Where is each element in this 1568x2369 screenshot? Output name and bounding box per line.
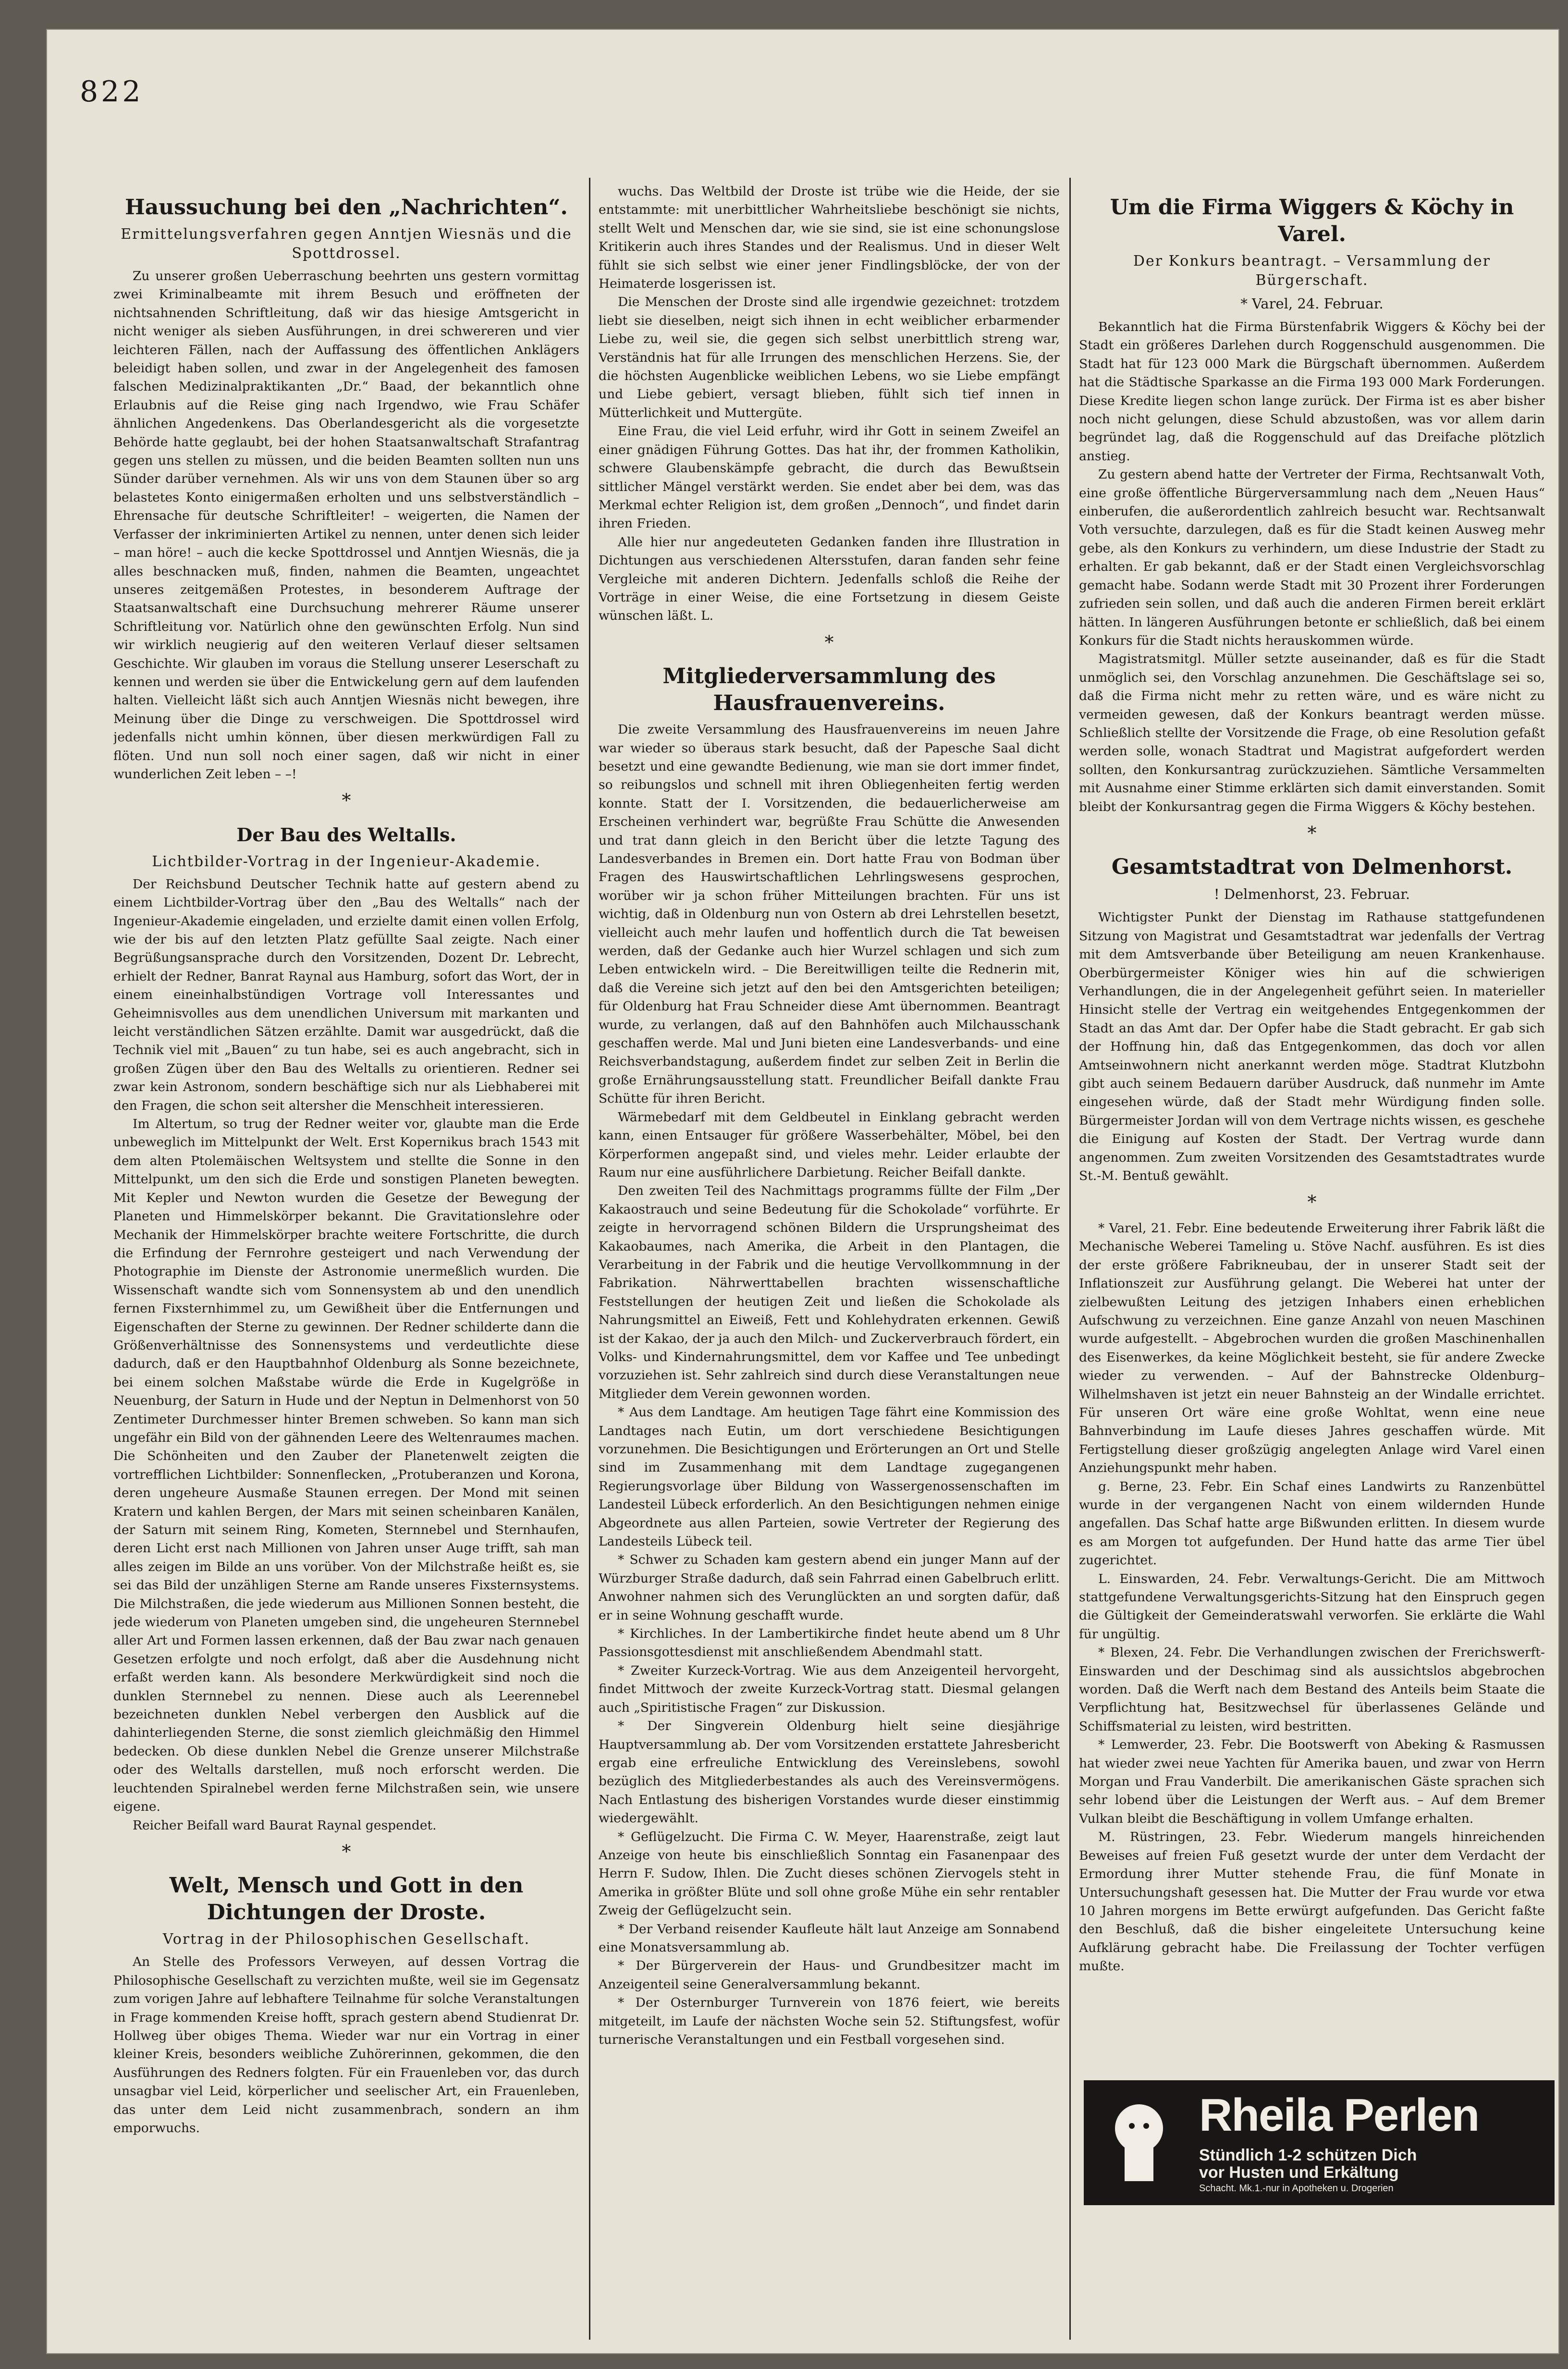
article-subhead: Der Konkurs beantragt. – Versammlung der Bürgerschaft.: [1133, 253, 1491, 289]
article-paragraph: Bekanntlich hat die Firma Bürstenfabrik Wiggers & Köchy bei der Stadt ein größeres Darlehen durch Roggenschuld ausgenommen. Die Stadt hat für 123 000 Mark die Bürgschaft übernommen. Außerdem hat die Städtische Sparkasse an die Firma 193 000 Mark Forderungen. Diese Kredite liegen schon lange zurück. Der Firma ist es aber bisher noch nicht gelungen, diese Schuld abzustoßen, was vor allem darin begründet lag, daß die Roggenschuld auf das Dreifache plötzlich anstieg.: [1079, 319, 1545, 464]
article-paragraph: M. Rüstringen, 23. Febr. Wiederum mangels hinreichenden Beweises auf freien Fuß gesetzt wurde der unter dem Verdacht der Ermordung ihrer Mutter stehende Frau, die fünf Monate in Untersuchungshaft gesessen hat. Die Mutter der Frau wurde vor etwa 10 Jahren morgens im Bette erwürgt aufgefunden. Das Gericht faßte den Beschluß, daß die bisher eingeleitete Untersuchung keine Aufklärung gebracht habe. Die Freilassung der Tochter verfügen mußte.: [1079, 1829, 1545, 1974]
article-headline: Welt, Mensch und Gott in den Dichtungen der Droste.: [169, 1873, 524, 1925]
article-paragraph: An Stelle des Professors Verweyen, auf dessen Vortrag die Philosophische Gesellschaft zu verzichten mußte, weil sie im Gegensatz zum vorigen Jahre auf lebhaftere Teilnahme für solche Veranstaltungen in Frage kommenden Kreise hofft, sprach gestern abend Studienrat Dr. Hollweg über obiges Thema. Wieder war nur ein Vortrag in einer kleiner Kreis, besonders weibliche Zuhörerinnen, gekommen, die den Ausführungen des Redners folgten. Für ein Frauenleben vor, das durch unsagbar viel Leid, körperlicher und seelischer Art, ein Frauenleben, das unter dem Leid nicht zusammenbrach, sondern an ihm emporwuchs.: [113, 1954, 579, 2136]
article-paragraph: * Kirchliches. In der Lambertikirche findet heute abend um 8 Uhr Passionsgottesdienst mit anschließendem Abendmahl statt.: [599, 1626, 1060, 1660]
column-right: [1079, 183, 1545, 2056]
article-headline: Der Bau des Weltalls.: [236, 823, 456, 846]
advertisement-rheila-perlen: [1084, 2080, 1555, 2205]
article-paragraph: wuchs. Das Weltbild der Droste ist trübe wie die Heide, der sie entstammte: mit unerbittlicher Wahrheitsliebe beschönigt sie nichts, stellt Welt und Menschen dar, wie sie sind, sie ist eine schonungslose Kritikerin auch ihres Standes und der Realismus. Und in dieser Welt fühlt sie sich selbst wie einer jener Findlingsblöcke, der von der Heimaterde losgerissen ist.: [599, 184, 1060, 292]
article-paragraph: Der Reichsbund Deutscher Technik hatte auf gestern abend zu einem Lichtbilder-Vortrag über den „Bau des Weltalls“ nach der Ingenieur-Akademie eingeladen, und erzielte damit einen vollen Erfolg, wie der bis auf den letzten Platz gefüllte Saal zeigte. Nach einer Begrüßungsansprache durch den Vorsitzenden, Dozent Dr. Lebrecht, erhielt der Redner, Banrat Raynal aus Hamburg, sofort das Wort, der in einem eineinhalbstündigen Vortrage voll Interessantes und Geheimnisvolles aus dem unendlichen Universum mit markanten und leicht verständlichen Sätzen erzählte. Damit war ausgedrückt, daß die Technik viel mit „Bauen“ zu tun habe, sei es auch angebracht, sich in großen Zügen über den Bau des Weltalls zu orientieren. Redner sei zwar kein Astronom, sondern beschäftige sich nur als Liebhaberei mit den Fragen, die schon seit altersher die Menschheit interessieren.: [113, 876, 579, 1113]
article-paragraph: L. Einswarden, 24. Febr. Verwaltungs-Gericht. Die am Mittwoch stattgefundene Verwaltungsgerichts-Sitzung hat den Einspruch gegen die Gültigkeit der Gemeinderatswahl verworfen. Sie erklärte die Wahl für ungültig.: [1079, 1571, 1545, 1642]
article-paragraph: Zu unserer großen Ueberraschung beehrten uns gestern vormittag zwei Kriminalbeamte mit ihrem Besuch und eröffneten der nichtsahnenden Schriftleitung, daß wir das hiesige Amtsgericht in nicht weniger als sieben Ausführungen, in drei schwereren und vier leichteren Fällen, nach der Auffassung des öffentlichen Anklägers beleidigt haben sollen, und zwar in der Angelegenheit des famosen falschen Medizinalpraktikanten „Dr.“ Baad, der bekanntlich ohne Erlaubnis auf die Reise ging nach Irgendwo, wie Frau Schäfer ähnlichen Angedenkens. Das Oberlandesgericht als die vorgesetzte Behörde hatte geglaubt, bei der hohen Staatsanwaltschaft Strafantrag gegen uns stellen zu müssen, und die beiden Beamten sollten nun uns Sünder darüber vernehmen. Als wir uns von dem Staunen über so arg belastetes Konto einigermaßen erholten und uns selbstverständlich – Ehrensache für deutsche Schriftleiter! – weigerten, die Namen der Verfasser der inkriminierten Artikel zu nennen, unter denen sich leider – man höre! – auch die kecke Spottdrossel und Anntjen Wiesnäs, die ja alles beschnacken muß, finden, nahmen die Beamten, ungeachtet unseres zeitgemäßen Protestes, in besonderem Auftrage der Staatsanwaltschaft eine Durchsuchung mehrerer Räume unserer Schriftleitung vor. Natürlich ohne den gewünschten Erfolg. Nun sind wir wirklich neugierig auf den weiteren Verlauf dieser seltsamen Geschichte. Wir glauben im voraus die Stellung unserer Leserschaft zu kennen und werden sie über die Entwickelung gern auf dem laufenden halten. Vielleicht läßt sich auch Anntjen Wiesnäs nicht bewegen, ihre Meinung über die Dinge zu verschweigen. Die Spottdrossel wird jedenfalls nicht umhin können, über diesen merkwürdigen Fall zu flöten. Und nun soll noch einer sagen, daß wir nicht in einer wunderlichen Zeit leben – –!: [113, 269, 579, 782]
article-paragraph: * Der Verband reisender Kaufleute hält laut Anzeige am Sonnabend eine Monatsversammlung ab.: [599, 1921, 1060, 1955]
article-paragraph: * Zweiter Kurzeck-Vortrag. Wie aus dem Anzeigenteil hervorgeht, findet Mittwoch der zweite Kurzeck-Vortrag statt. Diesmal gelangen auch „Spiritistische Fragen“ zur Diskussion.: [599, 1663, 1060, 1715]
article-paragraph: g. Berne, 23. Febr. Ein Schaf eines Landwirts zu Ranzenbüttel wurde in der vergangenen Nacht von einem wildernden Hunde angefallen. Das Schaf hatte arge Bißwunden erlitten. In diesem wurde es am Morgen tot aufgefunden. Der Hund hatte das arme Tier übel zugerichtet.: [1079, 1479, 1545, 1568]
article-subhead: Lichtbilder-Vortrag in der Ingenieur-Akademie.: [152, 853, 541, 870]
section-separator: *: [824, 631, 834, 653]
article-paragraph: Die zweite Versammlung des Hausfrauenvereins im neuen Jahre war wieder so überaus stark besucht, daß der Papesche Saal dicht besetzt und eine gewandte Bedienung, wie man sie dort immer findet, so reibungslos und schnell mit ihren Obliegenheiten fertig werden konnte. Statt der I. Vorsitzenden, die bedauerlicherweise am Erscheinen verhindert war, begrüßte Frau Schütte die Anwesenden und trat dann gleich in den Bericht über die letzte Tagung des Landesverbandes in Bremen ein. Dort hatte Frau von Bodman über Fragen des Hauswirtschaftlichen Lehrlingswesens gesprochen, worüber wir ja schon früher Mitteilungen brachten. Für uns ist wichtig, daß in Oldenburg nun von Ostern ab drei Lehrstellen besetzt, vielleicht auch mehr laufen und hoffentlich durch die Tat beweisen werden, daß der Gedanke auch hier Wurzel schlagen und sich zum Leben entwickeln wird. – Die Bereitwilligen teilte die Rednerin mit, daß die Vereine sich jetzt auf den bei den Amtsgerichten beteiligen; für Oldenburg hat Frau Schneider diese Amt übernommen. Beantragt wurde, zu verlangen, daß auf den Bahnhöfen auch Milchausschank geschaffen werde. Mal und Juni bieten eine Landesverbands- und eine Reichsverbandstagung, außerdem findet zur selben Zeit in Berlin die große Ernährungsausstellung statt. Freundlicher Beifall dankte Frau Schütte für ihren Bericht.: [599, 722, 1060, 1106]
article-paragraph: Alle hier nur angedeuteten Gedanken fanden ihre Illustration in Dichtungen aus verschiedenen Altersstufen, daran fanden sehr feine Vergleiche mit anderen Dichtern. Jedenfalls schloß die Reihe der Vorträge in einer Weise, die eine Fortsetzung in diesem Geiste wünschen läßt. L.: [599, 534, 1060, 624]
article-subhead: Vortrag in der Philosophischen Gesellschaft.: [162, 1931, 530, 1948]
article-paragraph: * Lemwerder, 23. Febr. Die Bootswerft von Abeking & Rasmussen hat wieder zwei neue Yachten für Amerika bauen, und zwar von Herrn Morgan und Frau Vanderbilt. Die amerikanischen Gäste sprachen sich sehr lobend über die Leistungen der Werft aus. – Auf dem Bremer Vulkan bleibt die Beschäftigung in vollem Umfange erhalten.: [1079, 1737, 1545, 1826]
article-paragraph: * Der Singverein Oldenburg hielt seine diesjährige Hauptversammlung ab. Der vom Vorsitzenden erstattete Jahresbericht ergab eine erfreuliche Entwicklung des Vereinslebens, sowohl bezüglich des Mitgliederbestandes als auch des Vereinsvermögens. Nach Entlastung des bisherigen Vorstandes wurde dieser einstimmig wiedergewählt.: [599, 1718, 1060, 1826]
newspaper-page: [46, 29, 1559, 2354]
section-separator: *: [1307, 1191, 1317, 1213]
article-headline: Haussuchung bei den „Nachrichten“.: [125, 195, 568, 220]
article-dateline: ! Delmenhorst, 23. Februar.: [1213, 886, 1410, 903]
article-paragraph: Die Menschen der Droste sind alle irgendwie gezeichnet: trotzdem liebt sie dieselben, neigt sich ihnen in echt weiblicher erbarmender Liebe zu, weil sie, die gegen sich selbst unerbittlich streng war, Verständnis hat für alle Irrungen des menschlichen Herzens. Sie, der die höchsten Augenblicke weiblichen Lebens, wo sie Liebe empfängt und Liebe gebiert, versagt blieben, fühlt sich tief innen in Mütterlichkeit und Muttergüte.: [599, 295, 1060, 420]
article-paragraph: Eine Frau, die viel Leid erfuhr, wird ihr Gott in seinem Zweifel an einer gnädigen Führung Gottes. Das hat ihr, der frommen Katholikin, schwere Glaubenskämpfe gebracht, die durch das Bewußtsein sittlicher Mängel verstärkt werden. Sie endet aber bei dem, was das Merkmal echter Religion ist, dem großen „Dennoch“, und findet darin ihren Frieden.: [599, 424, 1060, 531]
article-paragraph: Wärmebedarf mit dem Geldbeutel in Einklang gebracht werden kann, einen Entsauger für größere Wasserbehälter, Möbel, bei den Körperformen angepaßt sind, und vieles mehr. Leider erlaubte der Raum nur eine ausführlichere Darbietung. Reicher Beifall dankte.: [599, 1109, 1060, 1180]
article-paragraph: Zu gestern abend hatte der Vertreter der Firma, Rechtsanwalt Voth, eine große öffentliche Bürgerversammlung nach dem „Neuen Haus“ einberufen, die außerordentlich zahlreich besucht war. Rechtsanwalt Voth versuchte, darzulegen, daß es für die Stadt keinen Ausweg mehr gebe, als den Konkurs zu verhindern, um diese Industrie der Stadt zu erhalten. Er gab bekannt, daß er der Stadt einen Vergleichsvorschlag gemacht habe. Sodann werde Stadt mit 30 Prozent ihrer Forderungen zufrieden sein sollen, und daß auch die anderen Firmen bereit erklärt hätten. In längeren Ausführungen betonte er schließlich, daß bei einem Konkurs für die Stadt nichts herauskommen würde.: [1079, 467, 1545, 648]
article-paragraph: * Schwer zu Schaden kam gestern abend ein junger Mann auf der Würzburger Straße dadurch, daß sein Fahrrad einen Gabelbruch erlitt. Anwohner nahmen sich des Verunglückten an und sorgten dafür, daß er in seine Wohnung geschafft wurde.: [599, 1552, 1060, 1623]
article-paragraph: * Der Osternburger Turnverein von 1876 feiert, wie bereits mitgeteilt, im Laufe der nächsten Woche sein 52. Stiftungsfest, wofür turnerische Veranstaltungen und ein Festball vorgesehen sind.: [599, 1995, 1060, 2047]
ad-line2: vor Husten und Erkältung: [1199, 2163, 1399, 2182]
article-subhead: Ermittelungsverfahren gegen Anntjen Wiesnäs und die Spottdrossel.: [121, 226, 572, 262]
article-headline: Gesamtstadtrat von Delmenhorst.: [1111, 855, 1513, 880]
ad-line3: Schacht. Mk.1.-nur in Apotheken u. Drogerien: [1199, 2183, 1394, 2194]
column-divider-2: [1069, 178, 1071, 2340]
article-paragraph: * Der Bürgerverein der Haus- und Grundbesitzer macht im Anzeigenteil seine Generalversammlung bekannt.: [599, 1958, 1060, 1992]
column-middle: [599, 183, 1060, 2325]
article-paragraph: Reicher Beifall ward Baurat Raynal gespendet.: [133, 1817, 437, 1833]
article-paragraph: * Varel, 21. Febr. Eine bedeutende Erweiterung ihrer Fabrik läßt die Mechanische Weberei Tameling u. Stöve Nachf. ausführen. Es ist dies der erste größere Fabrikneubau, der in unserer Stadt seit der Inflationszeit zur Ausführung gelangt. Die Weberei hat unter der zielbewußten Leitung des jetzigen Inhabers einen erheblichen Aufschwung zu verzeichnen. Eine ganze Anzahl von neuen Maschinen wurde aufgestellt. – Abgebrochen wurden die großen Maschinenhallen des Eisenwerkes, da keine Möglichkeit besteht, sie für andere Zwecke wieder zu verwenden. – Auf der Bahnstrecke Oldenburg–Wilhelmshaven ist jetzt ein neuer Bahnsteig an der Windalle errichtet. Für unseren Ort wäre eine große Wohltat, wenn eine neue Bahnverbindung im Laufe dieses Jahres geschaffen würde. Mit Fertigstellung dieser großzügig angelegten Anlage wird Varel einen Anziehungspunkt mehr haben.: [1079, 1220, 1545, 1476]
article-paragraph: Den zweiten Teil des Nachmittags programms füllte der Film „Der Kakaostrauch und seine Bedeutung für die Schokolade“ vorführte. Er zeigte in hervorragend schönen Bildern die Ursprungsheimat des Kakaobaumes, nach Amerika, die Arbeit in den Plantagen, die Verarbeitung in der Fabrik und die heutige Vervollkommnung in der Fabrikation. Nährwerttabellen brachten wissenschaftliche Feststellungen der heutigen Zeit und ließen die Schokolade als Nahrungsmittel an Eiweiß, Fett und Kohlehydraten erkennen. Gewiß ist der Kakao, der ja auch den Milch- und Zuckerverbrauch fördert, ein Volks- und Kindernahrungsmittel, dem vor Kaffee und Tee unbedingt vorzuziehen ist. Sehr zahlreich sind durch diese Veranstaltungen neue Mitglieder dem Verein gewonnen worden.: [599, 1183, 1060, 1401]
section-separator: *: [1307, 822, 1317, 844]
article-paragraph: * Blexen, 24. Febr. Die Verhandlungen zwischen der Frerichswerft-Einswarden und der Deschimag sind als aussichtslos abgebrochen worden. Daß die Werft nach dem Bestand des Anteils beim Staate die Verpflichtung hat, Besitzwechsel für überlassenes Gelände und Schiffsmaterial zu leisten, wird bestritten.: [1079, 1645, 1545, 1734]
article-paragraph: Wichtigster Punkt der Dienstag im Rathause stattgefundenen Sitzung von Magistrat und Gesamtstadtrat war jedenfalls der Vertrag mit dem Amtsverbande über Beteiligung am neuen Krankenhause. Oberbürgermeister Königer wies hin auf die schwierigen Verhandlungen, die in der Angelegenheit geführt seien. In materieller Hinsicht stelle der Vertrag ein weitgehendes Entgegenkommen der Stadt an das Amt dar. Der Opfer habe die Stadt gebracht. Er gab sich der Hoffnung hin, daß das Entgegenkommen, das doch vor allen Amtseinwohnern nicht anerkannt werden möge. Stadtrat Klutzbohn gibt auch seinem Bedauern darüber Ausdruck, daß nunmehr im Amte eingesehen würde, daß der Stadt mehr Würdigung finden solle. Bürgermeister Jordan will von dem Vertrage nichts wissen, es geschehe die Einigung auf Kosten der Stadt. Der Vertrag wurde dann angenommen. Zum zweiten Vorsitzenden des Gesamtstadtrates wurde St.-M. Bentuß gewählt.: [1079, 910, 1545, 1184]
article-paragraph: * Aus dem Landtage. Am heutigen Tage fährt eine Kommission des Landtages nach Eutin, um dort verschiedene Besichtigungen vorzunehmen. Die Besichtigungen und Erörterungen an Ort und Stelle sind im Zusammenhang mit dem Landtage zugegangenen Regierungsvorlage über Bildung von Wassergenossenschaften im Landesteil Lübeck erforderlich. An den Besichtigungen nehmen einige Abgeordnete aus allen Parteien, sowie Vertreter der Regierung des Landesteils Lübeck teil.: [599, 1405, 1060, 1549]
article-paragraph: Im Altertum, so trug der Redner weiter vor, glaubte man die Erde unbeweglich im Mittelpunkt der Welt. Erst Kopernikus brach 1543 mit dem alten Ptolemäischen Weltsystem und stellte die Sonne in den Mittelpunkt, um den sich die Erde und sonstigen Planeten bewegten. Mit Kepler und Newton wurden die Gesetze der Bewegung der Planeten und Himmelskörper bekannt. Die Gravitationslehre oder Mechanik der Himmelskörper brachte weitere Fortschritte, die durch die Erfindung der Fernrohre gesteigert und nach Verwendung der Photographie im Dienste der Astronomie unermeßlich wurden. Die Wissenschaft wandte sich vom Sonnensystem ab und den unendlich fernen Fixsternhimmel zu, um Gewißheit über die Entfernungen und Eigenschaften der Sterne zu gewinnen. Der Redner schilderte dann die Größenverhältnisse des Sonnensystems und verdeutlichte diese dadurch, daß er den Hauptbahnhof Oldenburg als Sonne bezeichnete, bei einem solchen Maßstabe würde die Erde in Kugelgröße in Neuenburg, der Saturn in Hude und der Neptun in Delmenhorst von 50 Zentimeter Durchmesser hinter Bremen schweben. So kann man sich ungefähr ein Bild von der gähnenden Leere des Weltenraumes machen. Die Schönheiten und den Zauber der Planetenwelt zeigten die vortrefflichen Lichtbilder: Sonnenflecken, „Protuberanzen und Korona, deren ungeheure Ausmaße Staunen erregen. Der Mond mit seinen Kratern und kahlen Bergen, der Mars mit seinen scheinbaren Kanälen, der Saturn mit seinem Ring, Kometen, Sternnebel und Sternhaufen, deren Licht erst nach Millionen von Jahren unser Auge trifft, sah man alles zeigen im Bilde an uns vorüber. Von der Milchstraße heißt es, sie sei das Bild der unzähligen Sterne am Rande unseres Fixsternsystems. Die Milchstraßen, die jede wiederum aus Millionen Sonnen besteht, die jede wiederum von Planeten umgeben sind, die ungeheuren Sternnebel aller Art und Formen lassen erkennen, daß der Bau zwar nach genauen Gesetzen erfolgte und noch erfolgt, daß aber die Ausdehnung nicht erfaßt werden kann. Als besondere Merkwürdigkeit sind noch die dunklen Sternnebel zu nennen. Diese auch als Leerennebel bezeichneten dunklen Nebel verbergen den Ausblick auf die dahinterliegenden Sterne, die sonst ziemlich gleichmäßig den Himmel bedecken. Ob diese dunklen Nebel die Grenze unserer Milchstraße oder des Weltalls darstellen, muß noch erforscht werden. Die leuchtenden Spiralnebel werden ferne Milchstraßen sein, wie unsere eigene.: [113, 1117, 579, 1815]
article-headline: Mitgliederversammlung des Hausfrauenvereins.: [662, 664, 996, 716]
ad-brand: Rheila Perlen: [1199, 2089, 1479, 2141]
column-divider-1: [589, 178, 590, 2340]
column-left: [113, 183, 579, 2325]
article-paragraph: Magistratsmitgl. Müller setzte auseinander, daß es für die Stadt unmöglich sei, den Vorschlag anzunehmen. Die Geschäftslage sei so, daß die Firma nicht mehr zu retten wäre, und es wäre nicht zu vermeiden gewesen, daß der Konkurs beantragt werden müsse. Schließlich stellte der Vorsitzende die Frage, ob eine Resolution gefaßt werden solle, wonach Stadtrat und Magistrat aufgefordert werden sollten, den Konkursantrag zurückzuziehen. Sämtliche Versammelten mit Ausnahme einer Stimme erklärten sich damit einverstanden. Somit bleibt der Konkursantrag gegen die Firma Wiggers & Köchy bestehen.: [1079, 651, 1545, 814]
article-headline: Um die Firma Wiggers & Köchy in Varel.: [1110, 195, 1514, 246]
throat-illustration-icon: [1098, 2099, 1180, 2186]
page-number: 822: [80, 75, 144, 109]
article-dateline: * Varel, 24. Februar.: [1240, 295, 1384, 312]
section-separator: *: [342, 1841, 351, 1862]
section-separator: *: [342, 790, 351, 811]
article-paragraph: * Geflügelzucht. Die Firma C. W. Meyer, Haarenstraße, zeigt laut Anzeige von heute bis einschließlich Sonntag ein Fasanenpaar des Herrn F. Sudow, Ihlen. Die Zucht dieses schönen Ziervogels steht in Amerika in größter Blüte und soll ohne große Mühe ein sehr rentabler Zweig der Geflügelzucht sein.: [599, 1829, 1060, 1918]
ad-line1: Stündlich 1-2 schützen Dich: [1199, 2146, 1417, 2164]
